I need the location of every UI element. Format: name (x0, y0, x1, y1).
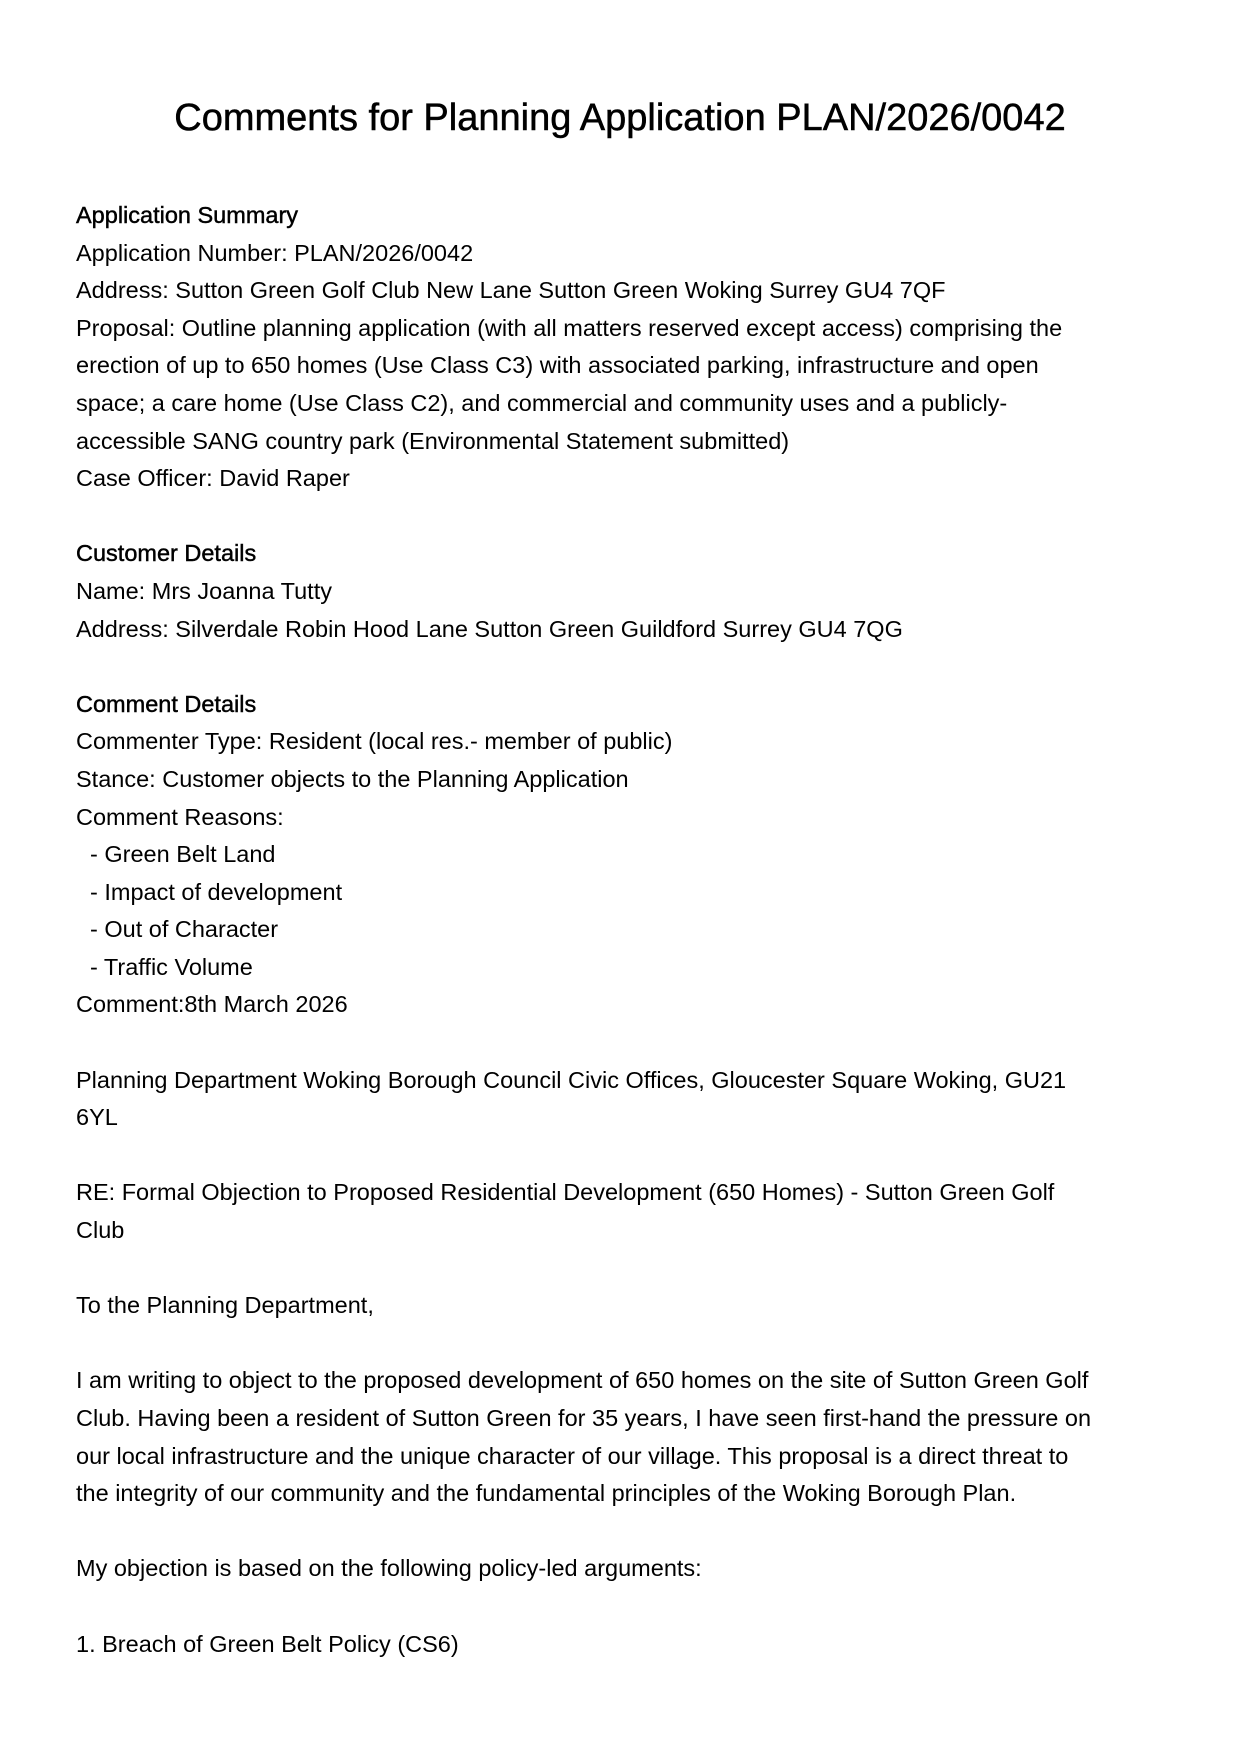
reason-item: - Out of Character (90, 916, 279, 943)
intro-line: I am writing to object to the proposed development of 650 homes on the site of Sutton Green Golf (76, 1367, 1089, 1394)
reason-item: - Impact of development (90, 878, 343, 905)
page-title: Comments for Planning Application PLAN/2026/0042 (174, 97, 1066, 139)
proposal-line: accessible SANG country park (Environmental Statement submitted) (76, 427, 790, 454)
subject-line: RE: Formal Objection to Proposed Residential Development (650 Homes) - Sutton Green Golf (76, 1179, 1055, 1206)
customer-name: Name: Mrs Joanna Tutty (76, 577, 332, 604)
comment-date: Comment:8th March 2026 (76, 991, 348, 1018)
reason-item: - Green Belt Land (90, 841, 276, 868)
subject-line: Club (76, 1217, 125, 1244)
intro-line: our local infrastructure and the unique character of our village. This proposal is a direct threat to (76, 1442, 1069, 1469)
spacer (76, 1513, 1176, 1551)
spacer (76, 1588, 1176, 1626)
proposal-line: space; a care home (Use Class C2), and commercial and community uses and a publicly- (76, 389, 1008, 416)
salutation: To the Planning Department, (76, 1292, 374, 1319)
proposal-line: erection of up to 650 homes (Use Class C3) with associated parking, infrastructure and open (76, 352, 1039, 379)
section-heading: Application Summary (76, 202, 299, 228)
arguments-intro: My objection is based on the following policy-led arguments: (76, 1555, 702, 1582)
stance: Stance: Customer objects to the Planning Application (76, 765, 629, 792)
proposal-line: Proposal: Outline planning application (with all matters reserved except access) comprising the (76, 314, 1063, 341)
case-officer: Case Officer: David Raper (76, 465, 350, 492)
intro-line: the integrity of our community and the fundamental principles of the Woking Borough Plan. (76, 1480, 1017, 1507)
reason-item: - Traffic Volume (90, 953, 253, 980)
recipient-line: Planning Department Woking Borough Council Civic Offices, Gloucester Square Woking, GU21 (76, 1066, 1067, 1093)
spacer (76, 1325, 1176, 1363)
commenter-type: Commenter Type: Resident (local res.- member of public) (76, 728, 673, 755)
application-summary-section (76, 197, 1176, 498)
section-heading: Comment Details (76, 690, 257, 717)
application-address: Address: Sutton Green Golf Club New Lane Sutton Green Woking Surrey GU4 7QF (76, 277, 946, 304)
document-body (76, 197, 1176, 1663)
spacer (76, 498, 1176, 536)
intro-line: Club. Having been a resident of Sutton Green for 35 years, I have seen first-hand the pressure on (76, 1405, 1092, 1431)
customer-details-section (76, 535, 1176, 648)
recipient-line: 6YL (76, 1104, 118, 1131)
application-number: Application Number: PLAN/2026/0042 (76, 239, 474, 266)
comment-details-section (76, 686, 1176, 1024)
reasons-label: Comment Reasons: (76, 803, 284, 830)
spacer (76, 1250, 1176, 1288)
spacer (76, 1137, 1176, 1175)
spacer (76, 648, 1176, 686)
section-heading: Customer Details (76, 540, 257, 567)
argument-heading: 1. Breach of Green Belt Policy (CS6) (76, 1630, 459, 1657)
spacer (76, 1024, 1176, 1062)
customer-address: Address: Silverdale Robin Hood Lane Sutton Green Guildford Surrey GU4 7QG (76, 615, 903, 642)
letter-section (76, 1062, 1176, 1664)
